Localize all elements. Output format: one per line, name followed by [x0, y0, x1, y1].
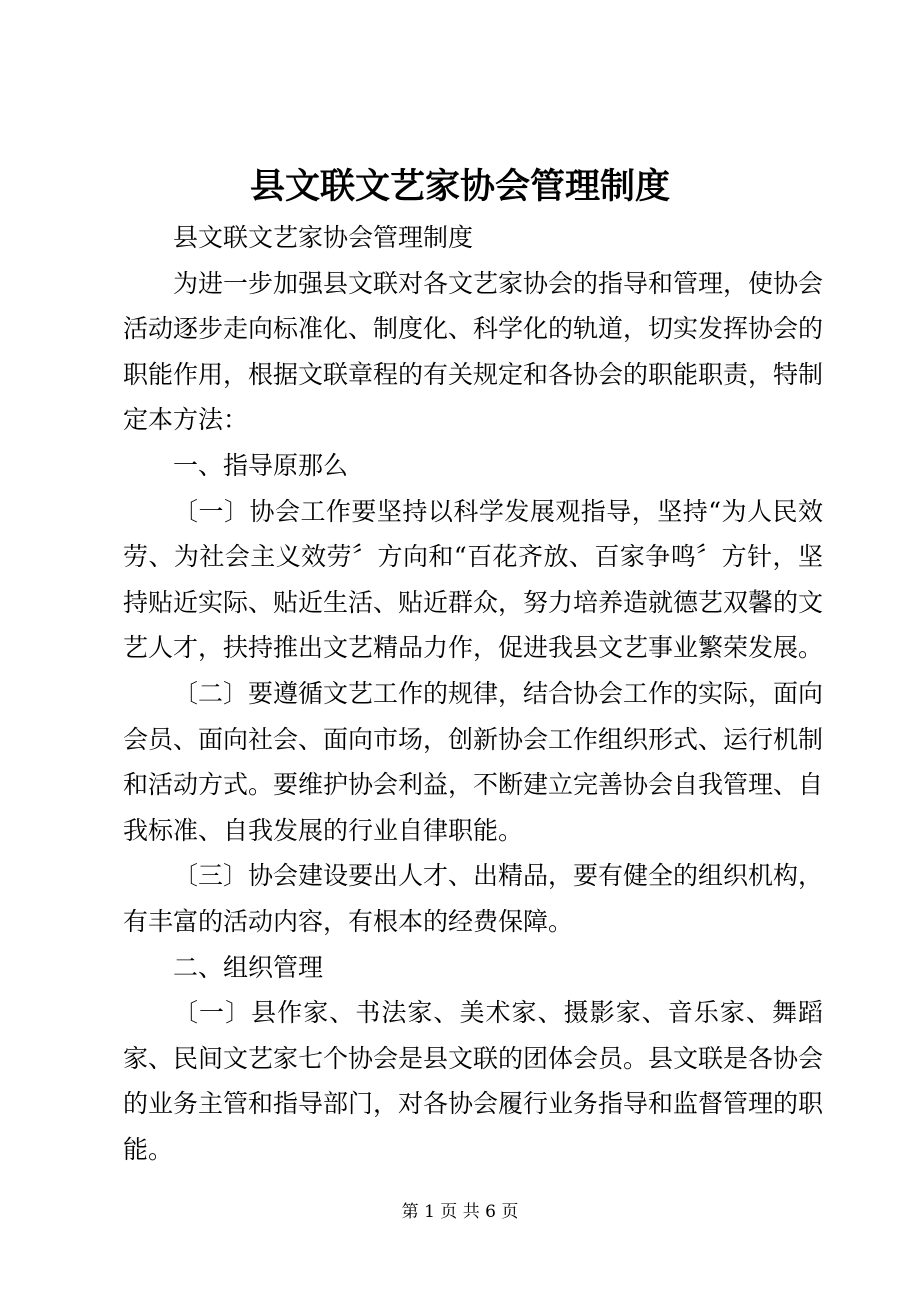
document-title: 县文联文艺家协会管理制度 — [249, 166, 670, 207]
paragraph-principle-1: 〔一〕协会工作要坚持以科学发展观指导，坚持“为人民效劳、为社会主义效劳〞方向和“百花齐放、百家争鸣〞方针，坚持贴近实际、贴近生活、贴近群众，努力培养造就德艺双馨的文艺人才，扶持推出文艺精品力作，促进我县文艺事业繁荣发展。 — [123, 496, 824, 663]
section-heading-organization-management: 二、组织管理 — [173, 952, 324, 982]
page-number-footer: 第 1 页 共 6 页 — [401, 1202, 519, 1222]
paragraph-organization-1: 〔一〕县作家、书法家、美术家、摄影家、音乐家、舞蹈家、民间文艺家七个协会是县文联的团体会员。县文联是各协会的业务主管和指导部门，对各协会履行业务指导和监督管理的职能。 — [123, 998, 824, 1164]
document-body — [123, 215, 823, 1172]
paragraph-intro: 为进一步加强县文联对各文艺家协会的指导和管理，使协会活动逐步走向标准化、制度化、科学化的轨道，切实发挥协会的职能作用，根据文联章程的有关规定和各协会的职能职责，特制定本方法： — [123, 268, 824, 435]
section-heading-guiding-principles: 一、指导原那么 — [173, 450, 349, 480]
paragraph-principle-2: 〔二〕要遵循文艺工作的规律，结合协会工作的实际，面向会员、面向社会、面向市场，创新协会工作组织形式、运行机制和活动方式。要维护协会利益，不断建立完善协会自我管理、自我标准、自我发展的行业自律职能。 — [123, 678, 824, 845]
paragraph-subtitle: 县文联文艺家协会管理制度 — [173, 223, 474, 252]
paragraph-principle-3: 〔三〕协会建设要出人才、出精品，要有健全的组织机构，有丰富的活动内容，有根本的经费保障。 — [123, 861, 824, 936]
